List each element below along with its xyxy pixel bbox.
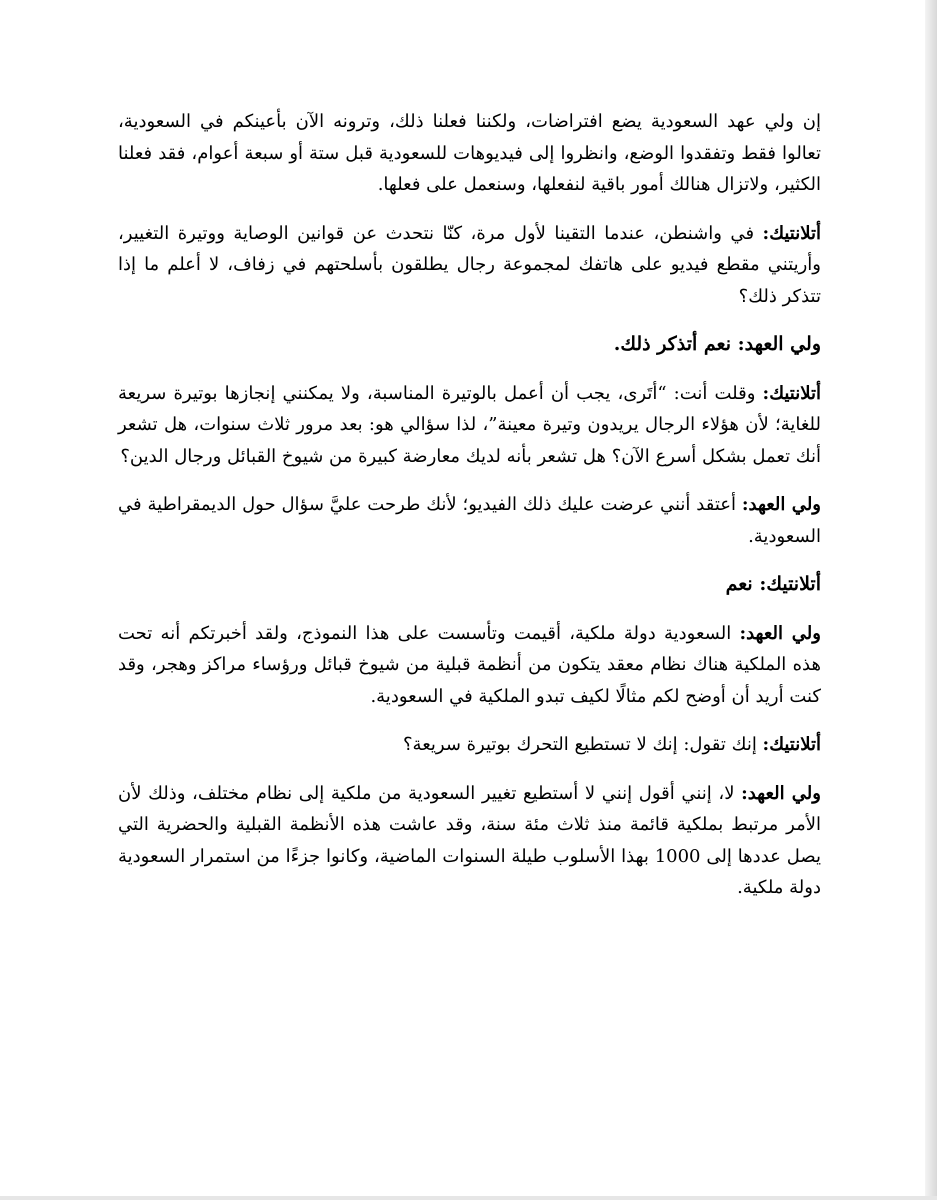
- speaker-label: أتلانتيك:: [762, 382, 821, 404]
- paragraph-text: في واشنطن، عندما التقينا لأول مرة، كنّا نتحدث عن قوانين الوصاية ووتيرة التغيير، وأريتني مقطع فيديو على هاتفك لمجموعة رجال يطلقون بأسلحتهم في زفاف، لا أعلم ما إذا تتذكر ذلك؟: [118, 222, 821, 307]
- paragraph-crown-prince-2: [118, 489, 821, 552]
- document-page: [118, 106, 821, 921]
- speaker-label: أتلانتيك:: [762, 222, 821, 244]
- paragraph-text: نعم أتذكر ذلك.: [613, 333, 738, 355]
- speaker-label: أتلانتيك:: [759, 573, 821, 595]
- paragraph-atlantic-1: [118, 218, 821, 313]
- paragraph-text: لا، إنني أقول إنني لا أستطيع تغيير السعودية من ملكية إلى نظام مختلف، وذلك لأن الأمر مرتبط بملكية قائمة منذ ثلاث مئة سنة، وقد عاشت هذه الأنظمة القبلية والحضرية التي يصل عددها إلى 1000 بهذا الأسلوب طيلة السنوات الماضية، وكانوا جزءًا من استمرار السعودية دولة ملكية.: [118, 782, 821, 898]
- page-bottom-edge: [0, 1196, 937, 1200]
- paragraph-text: إن ولي عهد السعودية يضع افتراضات، ولكننا فعلنا ذلك، وترونه الآن بأعينكم في السعودية، تعالوا فقط وتفقدوا الوضع، وانظروا إلى فيديوهات للسعودية قبل ستة أو سبعة أعوام، فقد فعلنا الكثير، ولاتزال هنالك أمور باقية لنفعلها، وسنعمل على فعلها.: [118, 111, 821, 195]
- speaker-label: ولي العهد:: [741, 494, 821, 515]
- paragraph-text: وقلت أنت: “أتَرى، يجب أن أعمل بالوتيرة المناسبة، ولا يمكنني إنجازها بوتيرة سريعة للغاية؛ لأن هؤلاء الرجال يريدون وتيرة معينة”، لذا سؤالي هو: بعد مرور ثلاث سنوات، هل تشعر أنك تعمل بشكل أسرع الآن؟ هل تشعر بأنه لديك معارضة كبيرة من شيوخ القبائل ورجال الدين؟: [118, 382, 821, 467]
- paragraph-text: نعم: [725, 573, 760, 595]
- paragraph-crown-prince-1: [118, 329, 821, 361]
- paragraph-crown-prince-3: [118, 618, 821, 713]
- paragraph-atlantic-3: [118, 569, 821, 601]
- paragraph-intro: [118, 106, 821, 201]
- speaker-label: ولي العهد:: [737, 333, 821, 355]
- speaker-label: ولي العهد:: [739, 622, 821, 644]
- paragraph-text: السعودية دولة ملكية، أقيمت وتأسست على هذا النموذج، ولقد أخبرتكم أنه تحت هذه الملكية هناك نظام معقد يتكون من أنظمة قبلية من شيوخ قبائل ورؤساء مراكز وهجر، وقد كنت أريد أن أوضح لكم مثالًا لكيف تبدو الملكية في السعودية.: [118, 622, 821, 707]
- page-edge-shadow: [925, 0, 937, 1200]
- paragraph-atlantic-4: [118, 729, 821, 761]
- speaker-label: أتلانتيك:: [762, 734, 821, 755]
- paragraph-text: أعتقد أنني عرضت عليك ذلك الفيديو؛ لأنك طرحت عليَّ سؤال حول الديمقراطية في السعودية.: [118, 494, 821, 547]
- paragraph-text: إنك تقول: إنك لا تستطيع التحرك بوتيرة سريعة؟: [402, 734, 763, 755]
- speaker-label: ولي العهد:: [741, 782, 821, 804]
- paragraph-crown-prince-4: [118, 778, 821, 904]
- paragraph-atlantic-2: [118, 378, 821, 473]
